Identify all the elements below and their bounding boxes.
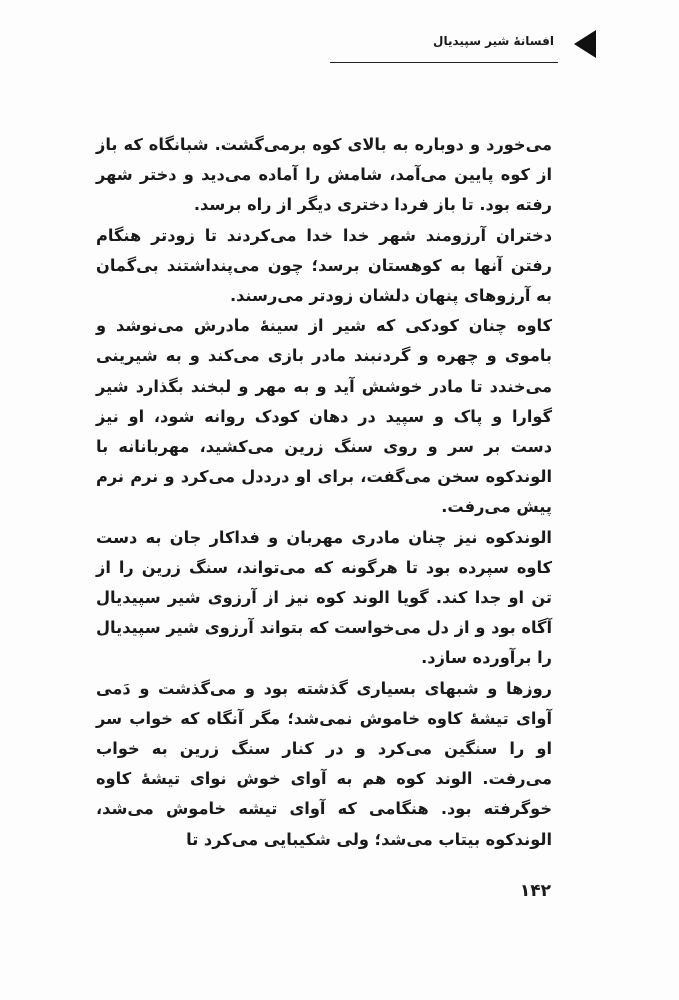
paragraph: می‌خورد و دوباره به بالای کوه برمی‌گشت. شبانگاه که باز از کوه پایین می‌آمد، شامش را آماده می‌دید و دختر شهر رفته بود. تا باز فردا دختری دیگر از راه برسد. [96, 135, 552, 215]
paragraph: کاوه چنان کودکی که شیر از سینهٔ مادرش می‌نوشد و باموی و چهره و گردنبند مادر بازی می‌کند و به شیرینی می‌خندد تا مادر خوشش آید و به مهر و لبخند بگذارد شیر گوارا و پاک و سپید در دهان کودک روانه شود، او نیز دست بر سر و روی سنگ زرین می‌کشید، مهربانانه با الوندکوه سخن می‌گفت، برای او درددل می‌کرد و نرم نرم پیش می‌رفت. [96, 316, 552, 517]
page-number: ۱۴۲ [519, 881, 551, 901]
paragraph: دختران آرزومند شهر خدا خدا می‌کردند تا زودتر هنگام رفتن آنها به کوهستان برسد؛ چون می‌پنداشتند بی‌گمان به آرزوهای پنهان دلشان زودتر می‌رسند. [96, 225, 552, 306]
header-divider [330, 62, 558, 63]
paragraph: الوندکوه نیز چنان مادری مهربان و فداکار جان به دست کاوه سپرده بود تا هرگونه که می‌تواند، سنگ زرین را از تن او جدا کند. گویا الوند کوه نیز از آرزوی شیر سپیدیال آگاه بود و از دل می‌خواست که بتواند آرزوی شیر سپیدیال را برآورده سازد. [96, 527, 552, 668]
paragraph: روزها و شبهای بسیاری گذشته بود و می‌گذشت و دَمی آوای تیشهٔ کاوه خاموش نمی‌شد؛ مگر آنگاه که خواب سر او را سنگین می‌کرد و در کنار سنگ زرین به خواب می‌رفت. الوند کوه هم به آوای خوش نوای تیشهٔ کاوه خوگرفته بود. هنگامی که آوای تیشه خاموش می‌شد، الوندکوه بیتاب می‌شد؛ ولی شکیبایی می‌کرد تا [96, 678, 552, 849]
triangle-marker-icon [574, 30, 596, 58]
running-header-title: افسانهٔ شیر سپیدیال [433, 34, 554, 48]
running-header [330, 26, 598, 68]
body-text [96, 130, 552, 855]
